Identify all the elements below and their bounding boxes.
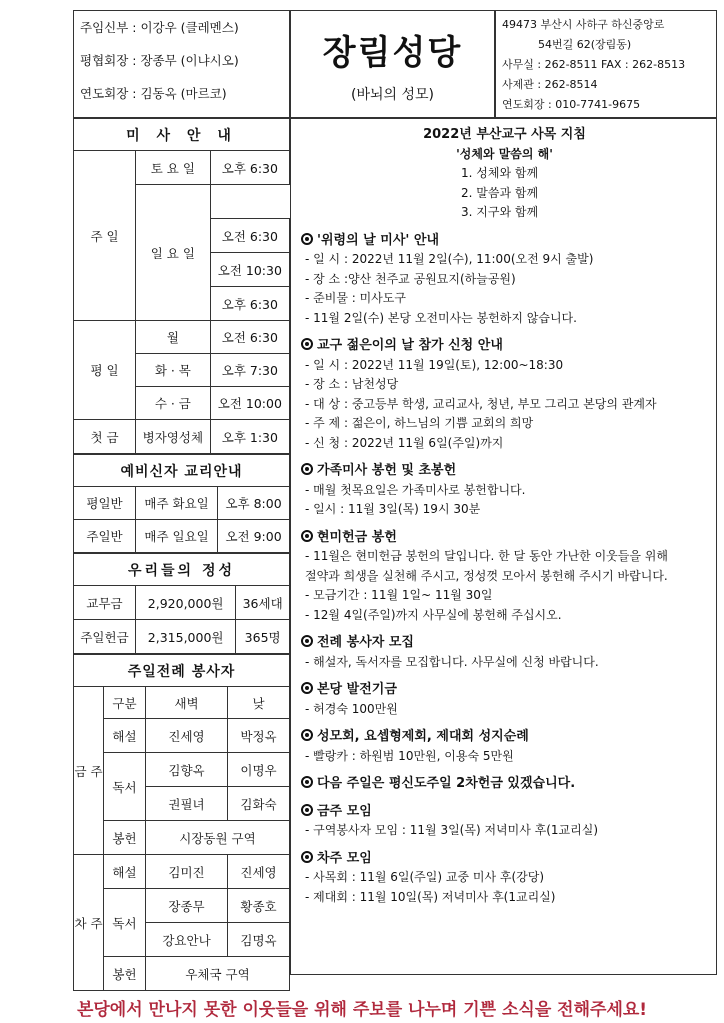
class-name: 주일반 [74, 520, 136, 553]
bullet-icon [301, 233, 313, 245]
guideline-theme: '성체와 말씀의 해' [456, 146, 553, 161]
first-time: 오후 1:30 [210, 420, 289, 454]
catechism-heading: 예비신자 교리안내 [74, 455, 290, 487]
server-name: 장종무 [146, 889, 228, 923]
notice-item: - 신 청 : 2022년 11월 6일(주일)까지 [305, 435, 504, 450]
notice-heading-text: 성모회, 요셉형제회, 제대회 성지순례 [317, 729, 529, 744]
notice-item: - 주 제 : 젊은이, 하느님의 기쁨 교회의 희망 [305, 416, 534, 430]
footer-message: 본당에서 만나지 못한 이웃들을 위해 주보를 나누며 기쁜 소식을 전해주세요! [76, 1000, 648, 1020]
class-time: 오전 9:00 [218, 520, 290, 553]
notice-heading [301, 802, 708, 822]
notice-item: - 일 시 : 2022년 11월 2일(수), 11:00(오전 9시 출발) [305, 252, 594, 266]
sun-time: 오후 6:30 [210, 287, 289, 321]
role-commentator: 해설 [104, 719, 146, 753]
yeondo-phone: 연도회장 : 010-7741-9675 [502, 98, 641, 111]
offering-amount: 2,315,000원 [136, 620, 236, 654]
mon-time: 오전 6:30 [210, 321, 289, 354]
offering-group: 우체국 구역 [146, 957, 290, 991]
notice-heading [301, 774, 708, 794]
first-label: 첫 금 [74, 420, 136, 454]
role-reader: 독서 [104, 753, 146, 821]
bullet-icon [301, 635, 313, 647]
bullet-icon [301, 776, 313, 788]
servers-heading: 주일전례 봉사자 [74, 655, 290, 687]
bullet-icon [301, 729, 313, 741]
notice-heading-text: 현미헌금 봉헌 [317, 529, 397, 545]
weekday-label: 평 일 [74, 321, 136, 420]
servers-table [73, 654, 290, 991]
role-offering: 봉헌 [104, 821, 146, 855]
notices-column [290, 118, 717, 975]
notice-heading [301, 528, 708, 548]
this-week-label: 금 주 [74, 687, 104, 855]
notice-item: - 12월 4일(주일)까지 사무실에 봉헌해 주십시오. [305, 607, 562, 622]
notice-item: - 허경숙 100만원 [305, 701, 398, 716]
notice-heading-text: 본당 발전기금 [317, 682, 397, 697]
parish-subtitle: (바뇌의 성모) [351, 87, 434, 103]
official-priest: 주임신부 : 이강우 (클레멘스) [80, 20, 239, 35]
bullet-icon [301, 682, 313, 694]
col-header: 구분 [104, 687, 146, 719]
server-name: 황종호 [228, 889, 290, 923]
notice-item: - 해설자, 독서자를 모집합니다. 사무실에 신청 바랍니다. [305, 654, 599, 669]
notice-heading-text: '위령의 날 미사' 안내 [317, 232, 440, 248]
notice-heading-text: 다음 주일은 평신도주일 2차헌금 있겠습니다. [317, 776, 576, 791]
notice-heading [301, 461, 708, 481]
server-name: 이명우 [228, 753, 290, 787]
wedfri-time: 오전 10:00 [210, 387, 289, 420]
sun-time: 오전 6:30 [210, 219, 289, 253]
server-name: 권필녀 [146, 787, 228, 821]
notice-heading [301, 336, 708, 356]
notice-item: - 제대회 : 11월 10일(목) 저녁미사 후(1교리실) [305, 889, 556, 904]
notice-heading [301, 231, 708, 251]
role-commentator: 해설 [104, 855, 146, 889]
notice-heading [301, 727, 708, 747]
class-day: 매주 일요일 [136, 520, 218, 553]
server-name: 김향옥 [146, 753, 228, 787]
bullet-icon [301, 463, 313, 475]
official-yeondo: 연도회장 : 김동옥 (마르코) [80, 86, 227, 101]
sat-day: 토 요 일 [136, 151, 211, 185]
notice-heading-text: 교구 젊은이의 날 참가 신청 안내 [317, 338, 503, 353]
guideline-title: 2022년 부산교구 사목 지침 [423, 127, 586, 142]
offering-kind: 교무금 [74, 586, 136, 620]
address-box [495, 10, 717, 118]
guideline-point: 1. 성체와 함께 [461, 166, 539, 180]
notice-item: - 일 시 : 2022년 11월 19일(토), 12:00~18:30 [305, 357, 564, 372]
left-column [73, 118, 290, 982]
notice-heading-text: 차주 모임 [317, 850, 372, 866]
mass-heading: 미 사 안 내 [74, 119, 290, 151]
offering-kind: 주일헌금 [74, 620, 136, 654]
officials-box [73, 10, 290, 118]
server-name: 진세영 [146, 719, 228, 753]
offering-heading: 우리들의 정성 [74, 554, 290, 586]
server-name: 강요안나 [146, 923, 228, 957]
notice-item: - 구역봉사자 모임 : 11월 3일(목) 저녁미사 후(1교리실) [305, 823, 598, 837]
offering-count: 36세대 [236, 586, 290, 620]
first-day: 병자영성체 [136, 420, 211, 454]
official-council: 평협회장 : 장종무 (이냐시오) [80, 53, 239, 68]
bullet-icon [301, 804, 313, 816]
address-line: 49473 부산시 사하구 하신중앙로 [502, 18, 665, 31]
bullet-icon [301, 530, 313, 542]
notice-item: 절약과 희생을 실천해 주시고, 정성껏 모아서 봉헌해 주시기 바랍니다. [305, 568, 668, 583]
offering-group: 시장동원 구역 [146, 821, 290, 855]
server-name: 김명옥 [228, 923, 290, 957]
mon-day: 월 [136, 321, 211, 354]
role-reader: 독서 [104, 889, 146, 957]
sun-day: 일 요 일 [136, 185, 211, 321]
notice-item: - 모금기간 : 11월 1일~ 11월 30일 [305, 588, 493, 602]
notice-item: - 11월은 현미헌금 봉헌의 달입니다. 한 달 동안 가난한 이웃들을 위해 [305, 549, 668, 563]
col-header: 새벽 [146, 687, 228, 719]
notice-item: - 장 소 :양산 천주교 공원묘지(하늘공원) [305, 271, 516, 286]
bullet-icon [301, 851, 313, 863]
guideline-point: 2. 말씀과 함께 [461, 185, 539, 200]
bullet-icon [301, 338, 313, 350]
sunday-label: 주 일 [74, 151, 136, 321]
notice-heading [301, 680, 708, 700]
notice-item: - 빨랑카 : 하원범 10만원, 이용숙 5만원 [305, 748, 514, 763]
catechism-table [73, 454, 290, 553]
rectory-phone: 사제관 : 262-8514 [502, 78, 598, 91]
tuethu-day: 화 · 목 [136, 354, 211, 387]
notice-item: - 매월 첫목요일은 가족미사로 봉헌합니다. [305, 482, 526, 497]
notice-heading [301, 633, 708, 653]
server-name: 박정옥 [228, 719, 290, 753]
notice-item: - 11월 2일(수) 본당 오전미사는 봉헌하지 않습니다. [305, 310, 577, 325]
wedfri-day: 수 · 금 [136, 387, 211, 420]
notice-item: - 장 소 : 남천성당 [305, 377, 399, 391]
class-day: 매주 화요일 [136, 487, 218, 520]
notice-heading [301, 849, 708, 869]
parish-title-box [290, 10, 495, 118]
office-phone: 사무실 : 262-8511 FAX : 262-8513 [502, 58, 686, 71]
mass-table [73, 118, 290, 454]
col-header: 낮 [228, 687, 290, 719]
server-name: 김화숙 [228, 787, 290, 821]
class-name: 평일반 [74, 487, 136, 520]
notice-item: - 준비물 : 미사도구 [305, 291, 406, 305]
guideline-point: 3. 지구와 함께 [461, 205, 539, 219]
offering-count: 365명 [236, 620, 290, 654]
address-line: 54번길 62(장림동) [538, 38, 632, 51]
class-time: 오후 8:00 [218, 487, 290, 520]
offering-table [73, 553, 290, 654]
notice-item: - 대 상 : 중고등부 학생, 교리교사, 청년, 부모 그리고 본당의 관계자 [305, 396, 657, 411]
notice-item: - 사목회 : 11월 6일(주일) 교중 미사 후(강당) [305, 870, 544, 884]
notice-heading-text: 금주 모임 [317, 803, 372, 819]
notice-heading-text: 가족미사 봉헌 및 초봉헌 [317, 463, 457, 478]
role-offering: 봉헌 [104, 957, 146, 991]
offering-amount: 2,920,000원 [136, 586, 236, 620]
sun-time: 오전 10:30 [210, 253, 289, 287]
server-name: 진세영 [228, 855, 290, 889]
parish-title: 장림성당 [322, 33, 463, 73]
next-week-label: 차 주 [74, 855, 104, 991]
tuethu-time: 오후 7:30 [210, 354, 289, 387]
notice-heading-text: 전례 봉사자 모집 [317, 635, 414, 650]
notice-item: - 일시 : 11월 3일(목) 19시 30분 [305, 502, 481, 516]
server-name: 김미진 [146, 855, 228, 889]
sat-time: 오후 6:30 [210, 151, 289, 185]
